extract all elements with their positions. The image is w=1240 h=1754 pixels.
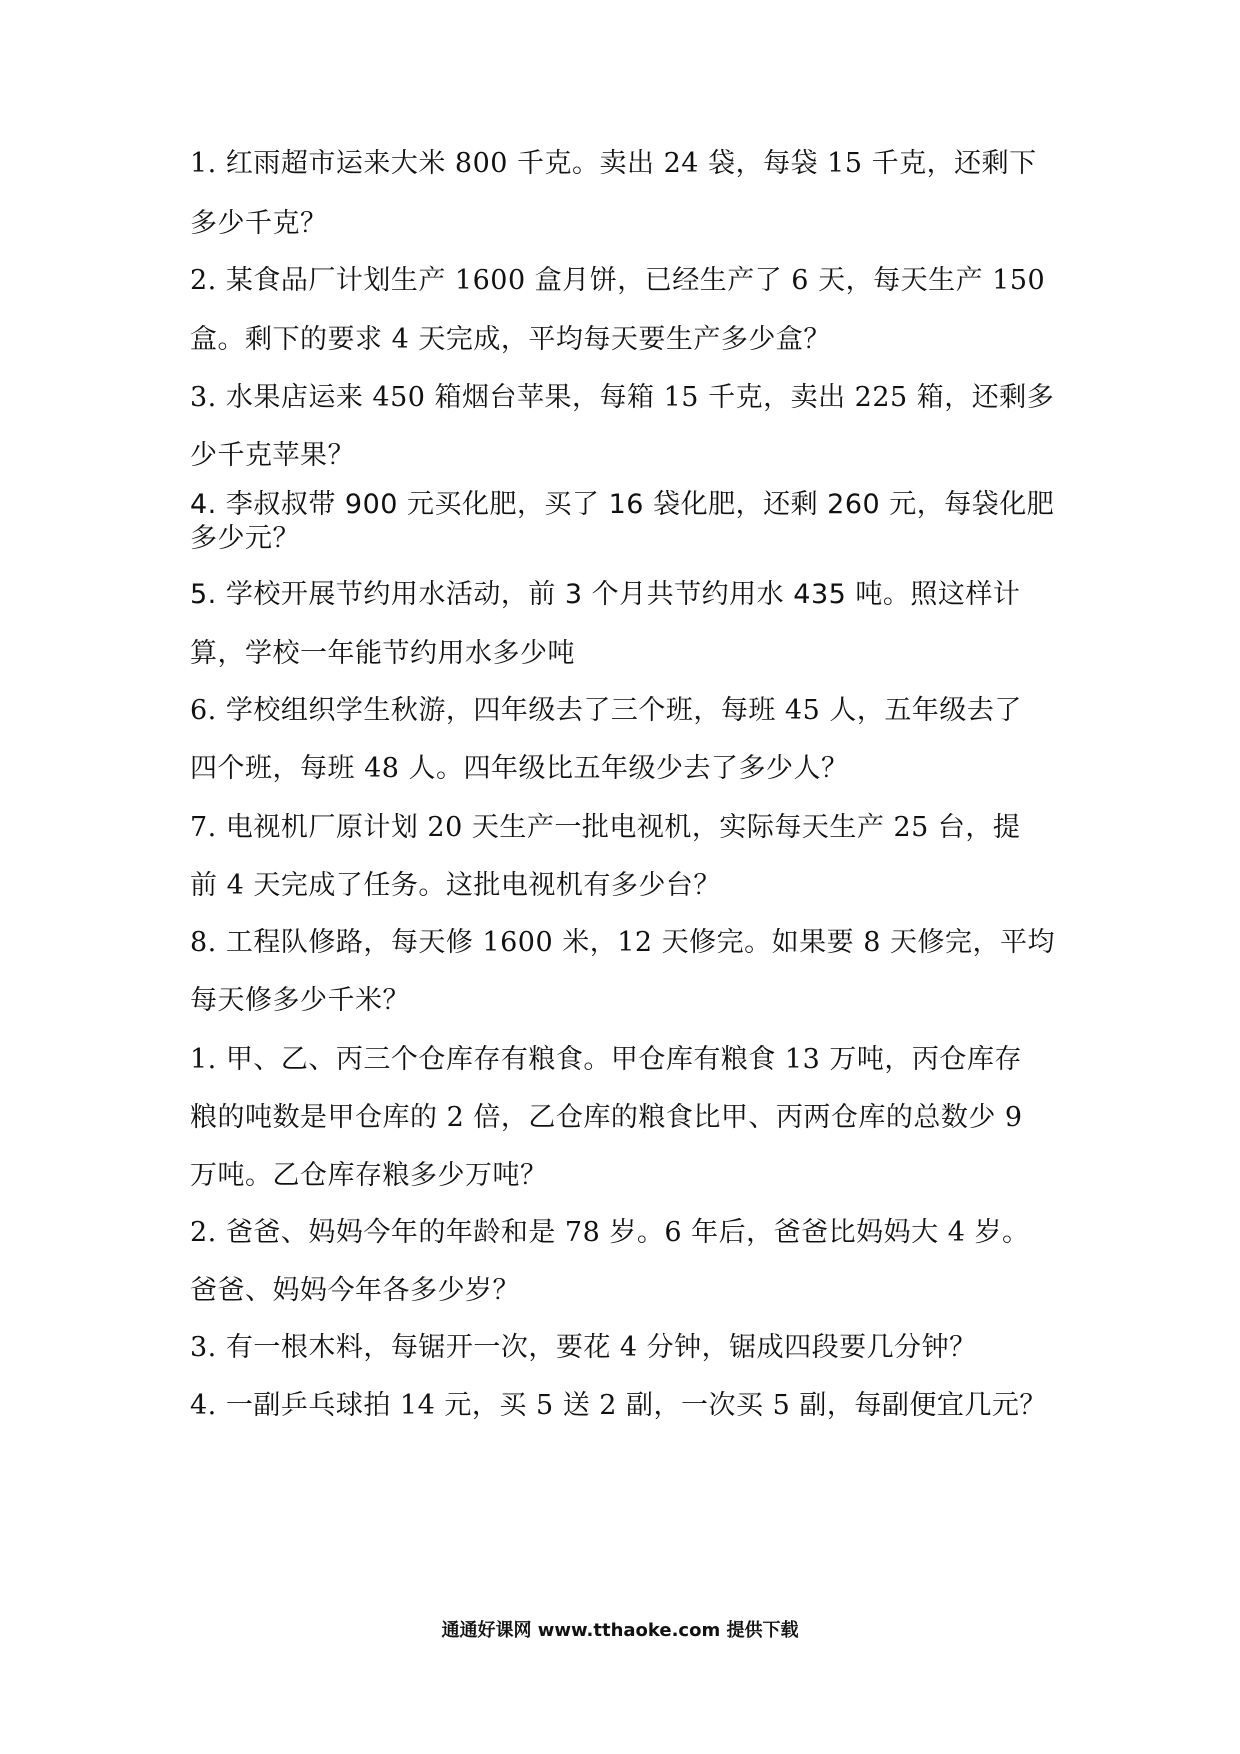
problem-6-line-2: 四个班，每班 48 人。四年级比五年级少去了多少人？ [190,753,849,784]
problem-b4-line-1: 4. 一副乒乓球拍 14 元，买 5 送 2 副，一次买 5 副，每副便宜几元？ [190,1390,1047,1421]
problem-7-line-2: 前 4 天完成了任务。这批电视机有多少台？ [190,870,721,901]
problem-3-line-2: 少千克苹果？ [190,440,355,471]
problem-3-line-1: 3. 水果店运来 450 箱烟台苹果，每箱 15 千克，卖出 225 箱，还剩多 [190,382,1055,413]
problem-6-line-1: 6. 学校组织学生秋游，四年级去了三个班，每班 45 人，五年级去了 [190,695,1022,726]
problem-b2-line-2: 爸爸、妈妈今年各多少岁？ [190,1275,520,1306]
problem-5-line-2: 算，学校一年能节约用水多少吨 [190,638,575,669]
problem-1-line-2: 多少千克？ [190,208,328,239]
problem-b1-line-1: 1. 甲、乙、丙三个仓库存有粮食。甲仓库有粮食 13 万吨，丙仓库存 [190,1044,1022,1075]
problem-2-line-1: 2. 某食品厂计划生产 1600 盒月饼，已经生产了 6 天，每天生产 150 [190,265,1046,296]
problem-b3-line-1: 3. 有一根木料，每锯开一次，要花 4 分钟，锯成四段要几分钟？ [190,1332,977,1363]
problem-1-line-1: 1. 红雨超市运来大米 800 千克。卖出 24 袋，每袋 15 千克，还剩下 [190,148,1037,179]
problem-2-line-2: 盒。剩下的要求 4 天完成，平均每天要生产多少盒？ [190,324,831,355]
problem-8-line-1: 8. 工程队修路，每天修 1600 米，12 天修完。如果要 8 天修完，平均 [190,927,1056,958]
footer-download-note: 通通好课网 www.tthaoke.com 提供下载 [441,1620,799,1641]
problem-7-line-1: 7. 电视机厂原计划 20 天生产一批电视机，实际每天生产 25 台，提 [190,812,1021,843]
problem-8-line-2: 每天修多少千米？ [190,985,410,1016]
problem-b1-line-3: 万吨。乙仓库存粮多少万吨？ [190,1160,548,1191]
problem-4-line-1: 4. 李叔叔带 900 元买化肥，买了 16 袋化肥，还剩 260 元，每袋化肥 [190,489,1055,520]
problem-b2-line-1: 2. 爸爸、妈妈今年的年龄和是 78 岁。6 年后，爸爸比妈妈大 4 岁。 [190,1217,1030,1248]
problem-4-line-2: 多少元？ [190,523,300,554]
problem-b1-line-2: 粮的吨数是甲仓库的 2 倍，乙仓库的粮食比甲、丙两仓库的总数少 9 [190,1102,1023,1133]
problem-5-line-1: 5. 学校开展节约用水活动，前 3 个月共节约用水 435 吨。照这样计 [190,579,1021,610]
